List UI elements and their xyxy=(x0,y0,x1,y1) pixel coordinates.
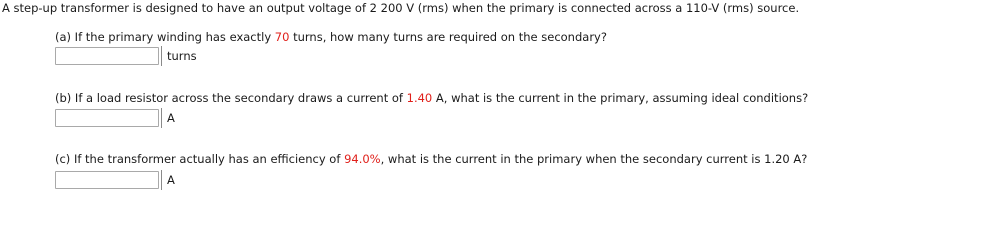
question-b-prefix: (b) If a load resistor across the secondary draws a current of xyxy=(55,91,407,105)
unit-label-a: turns xyxy=(167,49,197,63)
question-a-value: 70 xyxy=(274,30,290,44)
answer-input-b[interactable] xyxy=(55,109,159,127)
question-c-value: 94.0% xyxy=(344,152,381,166)
unit-label-b: A xyxy=(167,111,175,125)
answer-input-a[interactable] xyxy=(55,47,159,65)
question-a-prefix: (a) If the primary winding has exactly xyxy=(55,30,275,44)
question-a-suffix: turns, how many turns are required on the secondary? xyxy=(289,30,607,44)
question-c-suffix: , what is the current in the primary when the secondary current is 1.20 A? xyxy=(380,152,808,166)
question-c xyxy=(55,152,807,166)
question-b-suffix: A, what is the current in the primary, assuming ideal conditions? xyxy=(432,91,809,105)
answer-row-c xyxy=(55,170,175,190)
problem-statement: A step-up transformer is designed to have an output voltage of 2 200 V (rms) when the primary is connected across a 110-V (rms) source. xyxy=(2,1,800,15)
unit-divider-c xyxy=(161,170,162,190)
unit-divider-b xyxy=(161,108,162,128)
question-c-prefix: (c) If the transformer actually has an efficiency of xyxy=(55,152,345,166)
answer-input-c[interactable] xyxy=(55,171,159,189)
question-b-value: 1.40 xyxy=(406,91,433,105)
unit-divider-a xyxy=(161,46,162,66)
question-a xyxy=(55,30,607,44)
answer-row-a xyxy=(55,46,197,66)
unit-label-c: A xyxy=(167,173,175,187)
question-b xyxy=(55,91,808,105)
answer-row-b xyxy=(55,108,175,128)
